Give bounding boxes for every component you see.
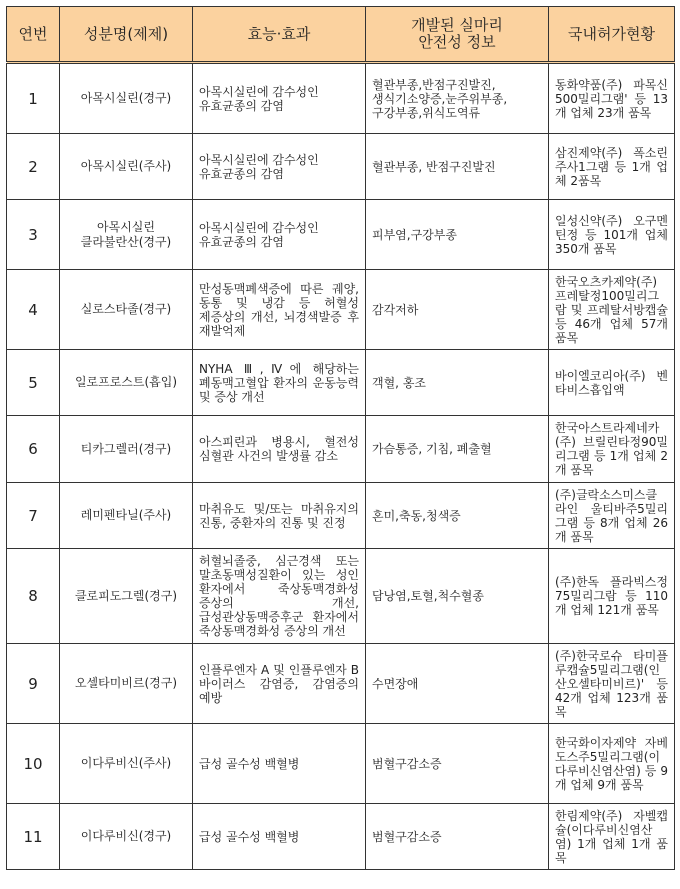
row-ingredient: 클로피도그렐(경구) bbox=[60, 549, 193, 644]
table-row bbox=[7, 134, 675, 200]
row-safety: 담낭염,토혈,척수혈종 bbox=[366, 549, 549, 644]
row-approval: (주)한국로슈 타미플루캡슐5밀리그램(인산오셀타미비르)' 등 42개 업체 123개 품목 bbox=[549, 644, 675, 724]
row-efficacy: 급성 골수성 백혈병 bbox=[193, 804, 366, 870]
row-efficacy: 아목시실린에 감수성인 유효균종의 감염 bbox=[193, 63, 366, 134]
row-approval: (주)한독 플라빅스정75밀리그람 등 110개 업체 121개 품목 bbox=[549, 549, 675, 644]
row-ingredient: 레미펜타닐(주사) bbox=[60, 483, 193, 549]
row-ingredient bbox=[60, 200, 193, 270]
row-safety: 가슴통증, 기침, 폐출혈 bbox=[366, 416, 549, 483]
row-no: 1 bbox=[7, 63, 60, 134]
table-row bbox=[7, 804, 675, 870]
header-row bbox=[7, 7, 675, 63]
row-approval: 삼진제약(주) 폭소린주사1그램 등 1개 업체 2품목 bbox=[549, 134, 675, 200]
row-efficacy: 만성동맥폐색증에 따른 궤양, 동통 및 냉감 등 허혈성 제증상의 개선, 뇌경색발증 후 재발억제 bbox=[193, 270, 366, 350]
drug-safety-table bbox=[6, 6, 675, 870]
row-ingredient: 아목시실린(경구) bbox=[60, 63, 193, 134]
row-no: 11 bbox=[7, 804, 60, 870]
row-ingredient: 일로프로스트(흡입) bbox=[60, 350, 193, 416]
row-ingredient-line2: 클라불란산(경구) bbox=[80, 234, 172, 249]
row-ingredient: 이다루비신(경구) bbox=[60, 804, 193, 870]
row-ingredient: 오셀타미비르(경구) bbox=[60, 644, 193, 724]
row-no: 9 bbox=[7, 644, 60, 724]
row-safety: 범혈구감소증 bbox=[366, 804, 549, 870]
table-row bbox=[7, 549, 675, 644]
row-safety: 혈관부종,반점구진발진,생식기소양증,눈주위부종,구강부종,위식도역류 bbox=[366, 63, 549, 134]
row-safety: 피부염,구강부종 bbox=[366, 200, 549, 270]
table-row bbox=[7, 270, 675, 350]
table-row bbox=[7, 644, 675, 724]
header-safety-line1: 개발된 실마리 bbox=[411, 16, 503, 34]
row-no: 5 bbox=[7, 350, 60, 416]
row-approval: 한국화이자제약 자베도스주5밀리그램(이다루비신염산염) 등 9개 업체 9개 품목 bbox=[549, 724, 675, 804]
row-ingredient: 아목시실린(주사) bbox=[60, 134, 193, 200]
row-safety: 객혈, 홍조 bbox=[366, 350, 549, 416]
row-no: 3 bbox=[7, 200, 60, 270]
row-efficacy: NYHA Ⅲ,Ⅳ에 해당하는 폐동맥고혈압 환자의 운동능력 및 증상 개선 bbox=[193, 350, 366, 416]
row-approval: 한국아스트라제네카(주) 브릴린타정90밀리그램 등 1개 업체 2개 품목 bbox=[549, 416, 675, 483]
row-efficacy: 아목시실린에 감수성인 유효균종의 감염 bbox=[193, 134, 366, 200]
table-row bbox=[7, 350, 675, 416]
row-efficacy: 아스피린과 병용시, 혈전성 심혈관 사건의 발생률 감소 bbox=[193, 416, 366, 483]
row-approval: (주)글락소스미스클라인 울티바주5밀리그램 등 8개 업체 26개 품목 bbox=[549, 483, 675, 549]
table-row bbox=[7, 724, 675, 804]
row-safety: 혈관부종, 반점구진발진 bbox=[366, 134, 549, 200]
row-safety: 혼미,축동,청색증 bbox=[366, 483, 549, 549]
row-efficacy: 인플루엔자 A 및 인플루엔자 B 바이러스 감염증, 감염증의 예방 bbox=[193, 644, 366, 724]
row-safety: 감각저하 bbox=[366, 270, 549, 350]
row-no: 2 bbox=[7, 134, 60, 200]
row-efficacy: 아목시실린에 감수성인 유효균종의 감염 bbox=[193, 200, 366, 270]
row-no: 7 bbox=[7, 483, 60, 549]
row-approval: 일성신약(주) 오구멘틴정 등 101개 업체 350개 품목 bbox=[549, 200, 675, 270]
header-no: 연번 bbox=[7, 7, 60, 63]
row-efficacy: 마취유도 및/또는 마취유지의 진통, 중환자의 진통 및 진정 bbox=[193, 483, 366, 549]
table-row bbox=[7, 416, 675, 483]
header-safety-line2: 안전성 정보 bbox=[418, 33, 496, 51]
row-safety: 범혈구감소증 bbox=[366, 724, 549, 804]
row-no: 10 bbox=[7, 724, 60, 804]
row-no: 6 bbox=[7, 416, 60, 483]
header-ingredient: 성분명(제제) bbox=[60, 7, 193, 63]
table-row bbox=[7, 483, 675, 549]
row-safety: 수면장애 bbox=[366, 644, 549, 724]
row-efficacy: 급성 골수성 백혈병 bbox=[193, 724, 366, 804]
row-no: 4 bbox=[7, 270, 60, 350]
row-no: 8 bbox=[7, 549, 60, 644]
row-ingredient: 이다루비신(주사) bbox=[60, 724, 193, 804]
header-efficacy: 효능·효과 bbox=[193, 7, 366, 63]
row-approval: 한국오츠카제약(주) 프레탈정100밀리그람 및 프레탈서방캡슐 등 46개 업체 57개 품목 bbox=[549, 270, 675, 350]
header-safety bbox=[366, 7, 549, 63]
row-approval: 동화약품(주) 파목신500밀리그램' 등 13개 업체 23개 품목 bbox=[549, 63, 675, 134]
table-row bbox=[7, 63, 675, 134]
table-row bbox=[7, 200, 675, 270]
row-approval: 바이엘코리아(주) 벤타비스흡입액 bbox=[549, 350, 675, 416]
row-ingredient-line1: 아목시실린 bbox=[97, 219, 155, 234]
header-approval: 국내허가현황 bbox=[549, 7, 675, 63]
row-efficacy: 허혈뇌졸중, 심근경색 또는 말초동맥성질환이 있는 성인 환자에서 죽상동맥경화성 증상의 개선, 급성관상동맥증후군 환자에서 죽상동맥경화성 증상의 개선 bbox=[193, 549, 366, 644]
row-ingredient: 실로스타졸(경구) bbox=[60, 270, 193, 350]
row-approval: 한림제약(주) 자벨캡슐(이다루비신염산염) 1개 업체 1개 품목 bbox=[549, 804, 675, 870]
row-ingredient: 티카그렐러(경구) bbox=[60, 416, 193, 483]
